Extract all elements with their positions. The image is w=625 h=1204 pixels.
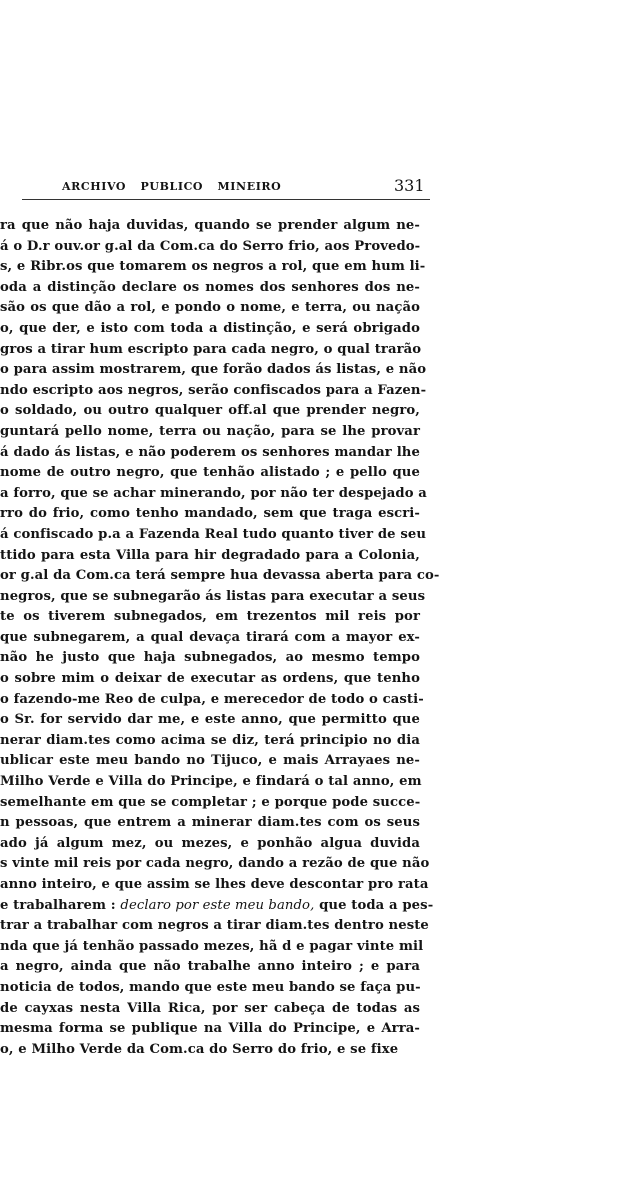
- text-line: or g.al da Com.ca terá sempre hua devassa aberta para co-: [0, 568, 440, 584]
- text-line: ra que não haja duvidas, quando se prender algum ne-: [0, 218, 420, 233]
- text-line: a negro, ainda que não trabalhe anno inteiro ; e para: [0, 959, 420, 975]
- text-line: ado já algum mez, ou mezes, e ponhão algua duvida: [0, 835, 420, 851]
- text-line: negros, que se subnegarão ás listas para executar a seus: [0, 588, 426, 604]
- line-tail: que toda a pes-: [314, 897, 434, 913]
- text-line: Milho Verde e Villa do Principe, e findará o tal anno, em: [0, 774, 422, 790]
- text-line: te os tiverem subnegados, em trezentos mil reis por: [0, 609, 420, 625]
- text-line: anno inteiro, e que assim se lhes deve descontar pro rata: [0, 877, 429, 892]
- text-line: o para assim mostrarem, que forão dados ás listas, e não: [0, 362, 427, 378]
- text-line: são os que dão a rol, e pondo o nome, e terra, ou nação: [0, 300, 420, 316]
- text-line: rro do frio, como tenho mandado, sem que traga escri-: [0, 506, 420, 522]
- running-title: ARCHIVO PUBLICO MINEIRO: [62, 180, 282, 193]
- text-line: s vinte mil reis por cada negro, dando a rezão de que não: [0, 856, 430, 872]
- text-line-with-italic: [0, 896, 434, 917]
- text-line: trar a trabalhar com negros a tirar diam.tes dentro neste: [0, 918, 429, 934]
- text-line: oda a distinção declare os nomes dos senhores dos ne-: [0, 279, 420, 295]
- body-text: [0, 216, 440, 1060]
- text-line: o, e Milho Verde da Com.ca do Serro do frio, e se fixe: [0, 1041, 399, 1057]
- text-line: o Sr. for servido dar me, e este anno, que permitto que: [0, 712, 420, 728]
- text-line: gros a tirar hum escripto para cada negro, o qual trarão: [0, 341, 422, 357]
- text-line: não he justo que haja subnegados, ao mesmo tempo: [0, 650, 420, 666]
- text-line: que subnegarem, a qual devaça tirará com a mayor ex-: [0, 629, 420, 645]
- text-line: o, que der, e isto com toda a distinção, e será obrigado: [0, 320, 420, 336]
- text-line: o soldado, ou outro qualquer off.al que prender negro,: [0, 403, 420, 419]
- line-lead: e trabalharem :: [0, 897, 121, 913]
- text-line: ttido para esta Villa para hir degradado para a Colonia,: [0, 547, 420, 563]
- text-line: ublicar este meu bando no Tijuco, e mais Arrayaes ne-: [0, 753, 420, 769]
- text-line: nda que já tenhão passado mezes, hã d e pagar vinte mil: [0, 938, 424, 954]
- text-line: semelhante em que se completar ; e porque pode succe-: [0, 794, 421, 810]
- text-line: o fazendo-me Reo de culpa, e merecedor de todo o casti-: [0, 691, 424, 707]
- page-number: 331: [394, 176, 425, 195]
- text-line: de cayxas nesta Villa Rica, por ser cabeça de todas as: [0, 1000, 420, 1016]
- text-line: a forro, que se achar minerando, por não ter despejado a: [0, 485, 427, 501]
- text-line: noticia de todos, mando que este meu bando se faça pu-: [0, 979, 421, 995]
- text-line: guntará pello nome, terra ou nação, para se lhe provar: [0, 423, 420, 439]
- text-line: mesma forma se publique na Villa do Principe, e Arra-: [0, 1021, 420, 1037]
- text-line: nome de outro negro, que tenhão alistado ; e pello que: [0, 465, 420, 481]
- text-line: nerar diam.tes como acima se diz, terá principio no dia: [0, 732, 420, 748]
- text-line: s, e Ribr.os que tomarem os negros a rol, que em hum li-: [0, 259, 426, 275]
- text-line: o sobre mim o deixar de executar as ordens, que tenho: [0, 671, 420, 687]
- text-line: á confiscado p.a a Fazenda Real tudo quanto tiver de seu: [0, 526, 427, 542]
- text-line: n pessoas, que entrem a minerar diam.tes com os seus: [0, 815, 420, 831]
- text-line: ndo escripto aos negros, serão confiscados para a Fazen-: [0, 382, 427, 398]
- text-line: á dado ás listas, e não poderem os senhores mandar lhe: [0, 444, 420, 460]
- header-rule: [22, 199, 430, 200]
- text-line: á o D.r ouv.or g.al da Com.ca do Serro frio, aos Provedo-: [0, 238, 421, 254]
- italic-phrase: declaro por este meu bando,: [120, 897, 315, 913]
